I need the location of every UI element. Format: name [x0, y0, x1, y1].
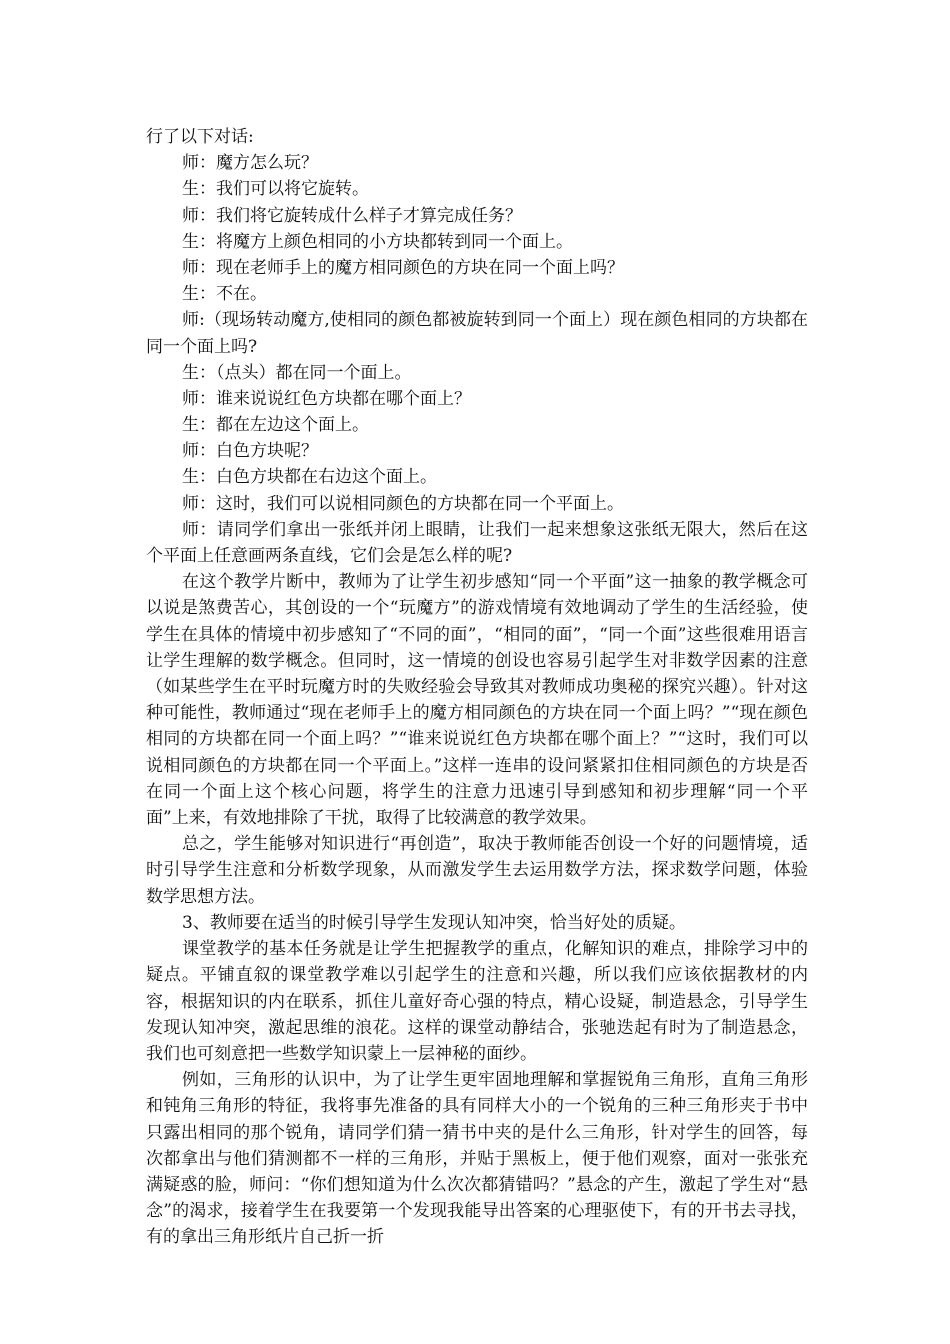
dialogue-line: 师：现在老师手上的魔方相同颜色的方块在同一个面上吗？ [182, 257, 624, 278]
body-paragraph: 例如，三角形的认识中，为了让学生更牢固地理解和掌握锐角三角形，直角三角形和钝角三角形的特征，我将事先准备的具有同样大小的一个锐角的三种三角形夹于书中只露出相同的那个锐角，请同学们猜一猜书中夹的是什么三角形，针对学生的回答，每次都拿出与他们猜测都不一样的三角形，并贴于黑板上，便于他们观察，面对一张张充满疑惑的脸，师问：“你们想知道为什么次次都猜错吗？”悬念的产生，激起了学生对“悬念”的渴求，接着学生在我要第一个发现我能导出答案的心理驱使下，有的开书去寻找，有的拿出三角形纸片自己折一折 [146, 1070, 808, 1248]
document-page [146, 124, 808, 1251]
dialogue-line: 师：白色方块呢？ [182, 441, 318, 462]
body-paragraph: 在这个教学片断中，教师为了让学生初步感知“同一个平面”这一抽象的教学概念可以说是煞费苦心，其创设的一个“玩魔方”的游戏情境有效地调动了学生的生活经验，使学生在具体的情境中初步感知了“不同的面”，“相同的面”，“同一个面”这些很难用语言让学生理解的数学概念。但同时，这一情境的创设也容易引起学生对非数学因素的注意（如某些学生在平时玩魔方时的失败经验会导致其对教师成功奥秘的探究兴趣）。针对这种可能性，教师通过“现在老师手上的魔方相同颜色的方块在同一个面上吗？”“现在颜色相同的方块都在同一个面上吗？”“谁来说说红色方块都在哪个面上？”“这时，我们可以说相同颜色的方块都在同一个平面上。”这样一连串的设问紧紧扣住相同颜色的方块是否在同一个面上这个核心问题，将学生的注意力迅速引导到感知和初步理解“同一个平面”上来，有效地排除了干扰，取得了比较满意的教学效果。 [146, 572, 808, 829]
dialogue-long-paragraph: 师：请同学们拿出一张纸并闭上眼睛，让我们一起来想象这张纸无限大，然后在这个平面上任意画两条直线，它们会是怎么样的呢? [146, 519, 808, 567]
section-heading: 3、教师要在适当的时候引导学生发现认知冲突，恰当好处的质疑。 [182, 912, 686, 933]
body-paragraph: 课堂教学的基本任务就是让学生把握教学的重点，化解知识的难点，排除学习中的疑点。平铺直叙的课堂教学难以引起学生的注意和兴趣，所以我们应该依据教材的内容，根据知识的内在联系，抓住儿童好奇心强的特点，精心设疑，制造悬念，引导学生发现认知冲突，激起思维的浪花。这样的课堂动静结合，张驰迭起有时为了制造悬念，我们也可刻意把一些数学知识蒙上一层神秘的面纱。 [146, 939, 808, 1064]
body-paragraph: 总之，学生能够对知识进行“再创造”，取决于教师能否创设一个好的问题情境，适时引导学生注意和分析数学现象，从而激发学生去运用数学方法，探求数学问题，体验数学思想方法。 [146, 834, 808, 907]
dialogue-line: 生：将魔方上颜色相同的小方块都转到同一个面上。 [182, 231, 573, 252]
lead-line: 行了以下对话: [146, 127, 254, 147]
dialogue-long-paragraph: 师:（现场转动魔方,使相同的颜色都被旋转到同一个面上）现在颜色相同的方块都在同一个面上吗? [146, 310, 808, 357]
dialogue-line: 生：我们可以将它旋转。 [182, 179, 369, 200]
dialogue-line: 师：我们将它旋转成什么样子才算完成任务？ [182, 205, 522, 226]
dialogue-line: 师：魔方怎么玩？ [182, 153, 318, 174]
dialogue-line: 生：（点头）都在同一个面上。 [182, 362, 412, 383]
dialogue-line: 生：都在左边这个面上。 [182, 415, 369, 436]
dialogue-line: 师：这时，我们可以说相同颜色的方块都在同一个平面上。 [182, 493, 624, 514]
dialogue-line: 师：谁来说说红色方块都在哪个面上？ [182, 388, 471, 409]
dialogue-line: 生：白色方块都在右边这个面上。 [182, 467, 437, 488]
dialogue-line: 生：不在。 [182, 284, 267, 305]
